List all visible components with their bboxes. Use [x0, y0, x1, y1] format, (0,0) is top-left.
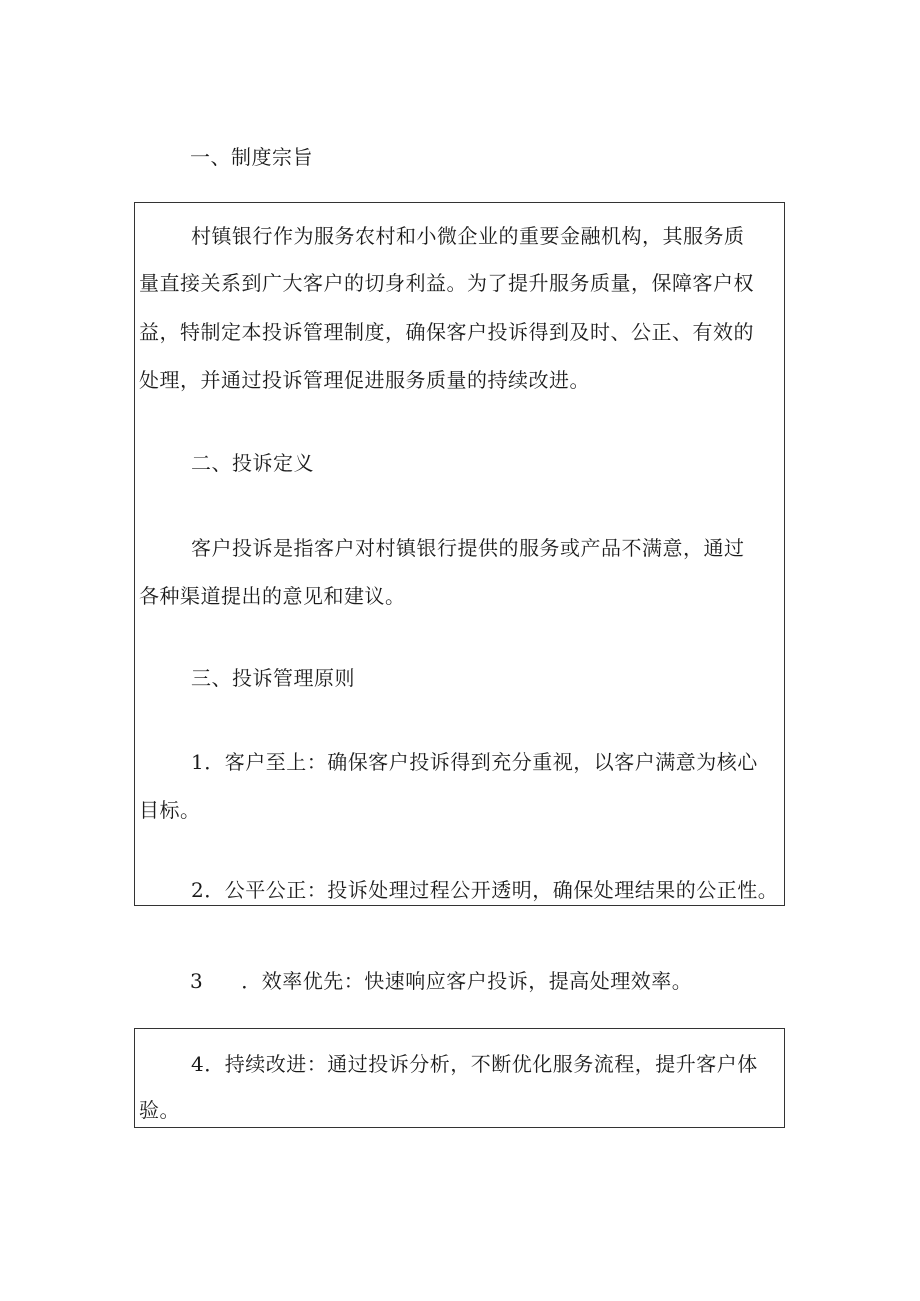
section2-para-line-2: 各种渠道提出的意见和建议。	[139, 584, 406, 608]
principle-number-1: 1	[191, 750, 205, 774]
bordered-content-box	[134, 202, 785, 906]
principle-item-1-line-2: 目标。	[139, 798, 201, 822]
principle-item-1	[191, 749, 758, 775]
section1-para-line-2: 量直接关系到广大客户的切身利益。为了提升服务质量，保障客户权	[139, 271, 754, 295]
principle-number-2: 2	[191, 878, 205, 902]
section-heading-1: 一、制度宗旨	[190, 145, 313, 169]
principle-item-2	[191, 877, 778, 903]
bordered-item-box	[134, 1028, 785, 1128]
section1-para-line-3: 益，特制定本投诉管理制度，确保客户投诉得到及时、公正、有效的	[139, 320, 754, 344]
principle-text-2: ．公平公正：投诉处理过程公开透明，确保处理结果的公正性。	[204, 878, 779, 902]
principle-item-4-line-2: 验。	[139, 1098, 180, 1122]
principle-text-3: ．效率优先：快速响应客户投诉，提高处理效率。	[241, 969, 693, 993]
principle-item-4	[191, 1051, 758, 1077]
section-heading-2: 二、投诉定义	[191, 451, 314, 475]
principle-text-4: ．持续改进：通过投诉分析，不断优化服务流程，提升客户体	[204, 1052, 758, 1076]
section1-para-line-1: 村镇银行作为服务农村和小微企业的重要金融机构，其服务质	[191, 224, 745, 248]
section2-para-line-1: 客户投诉是指客户对村镇银行提供的服务或产品不满意，通过	[191, 536, 745, 560]
principle-number-4: 4	[191, 1052, 205, 1076]
principle-item-3	[190, 968, 692, 994]
principle-text-1: ．客户至上：确保客户投诉得到充分重视，以客户满意为核心	[204, 750, 758, 774]
principle-number-3: 3	[190, 969, 204, 993]
section1-para-line-4: 处理，并通过投诉管理促进服务质量的持续改进。	[139, 368, 590, 392]
section-heading-3: 三、投诉管理原则	[191, 666, 355, 690]
